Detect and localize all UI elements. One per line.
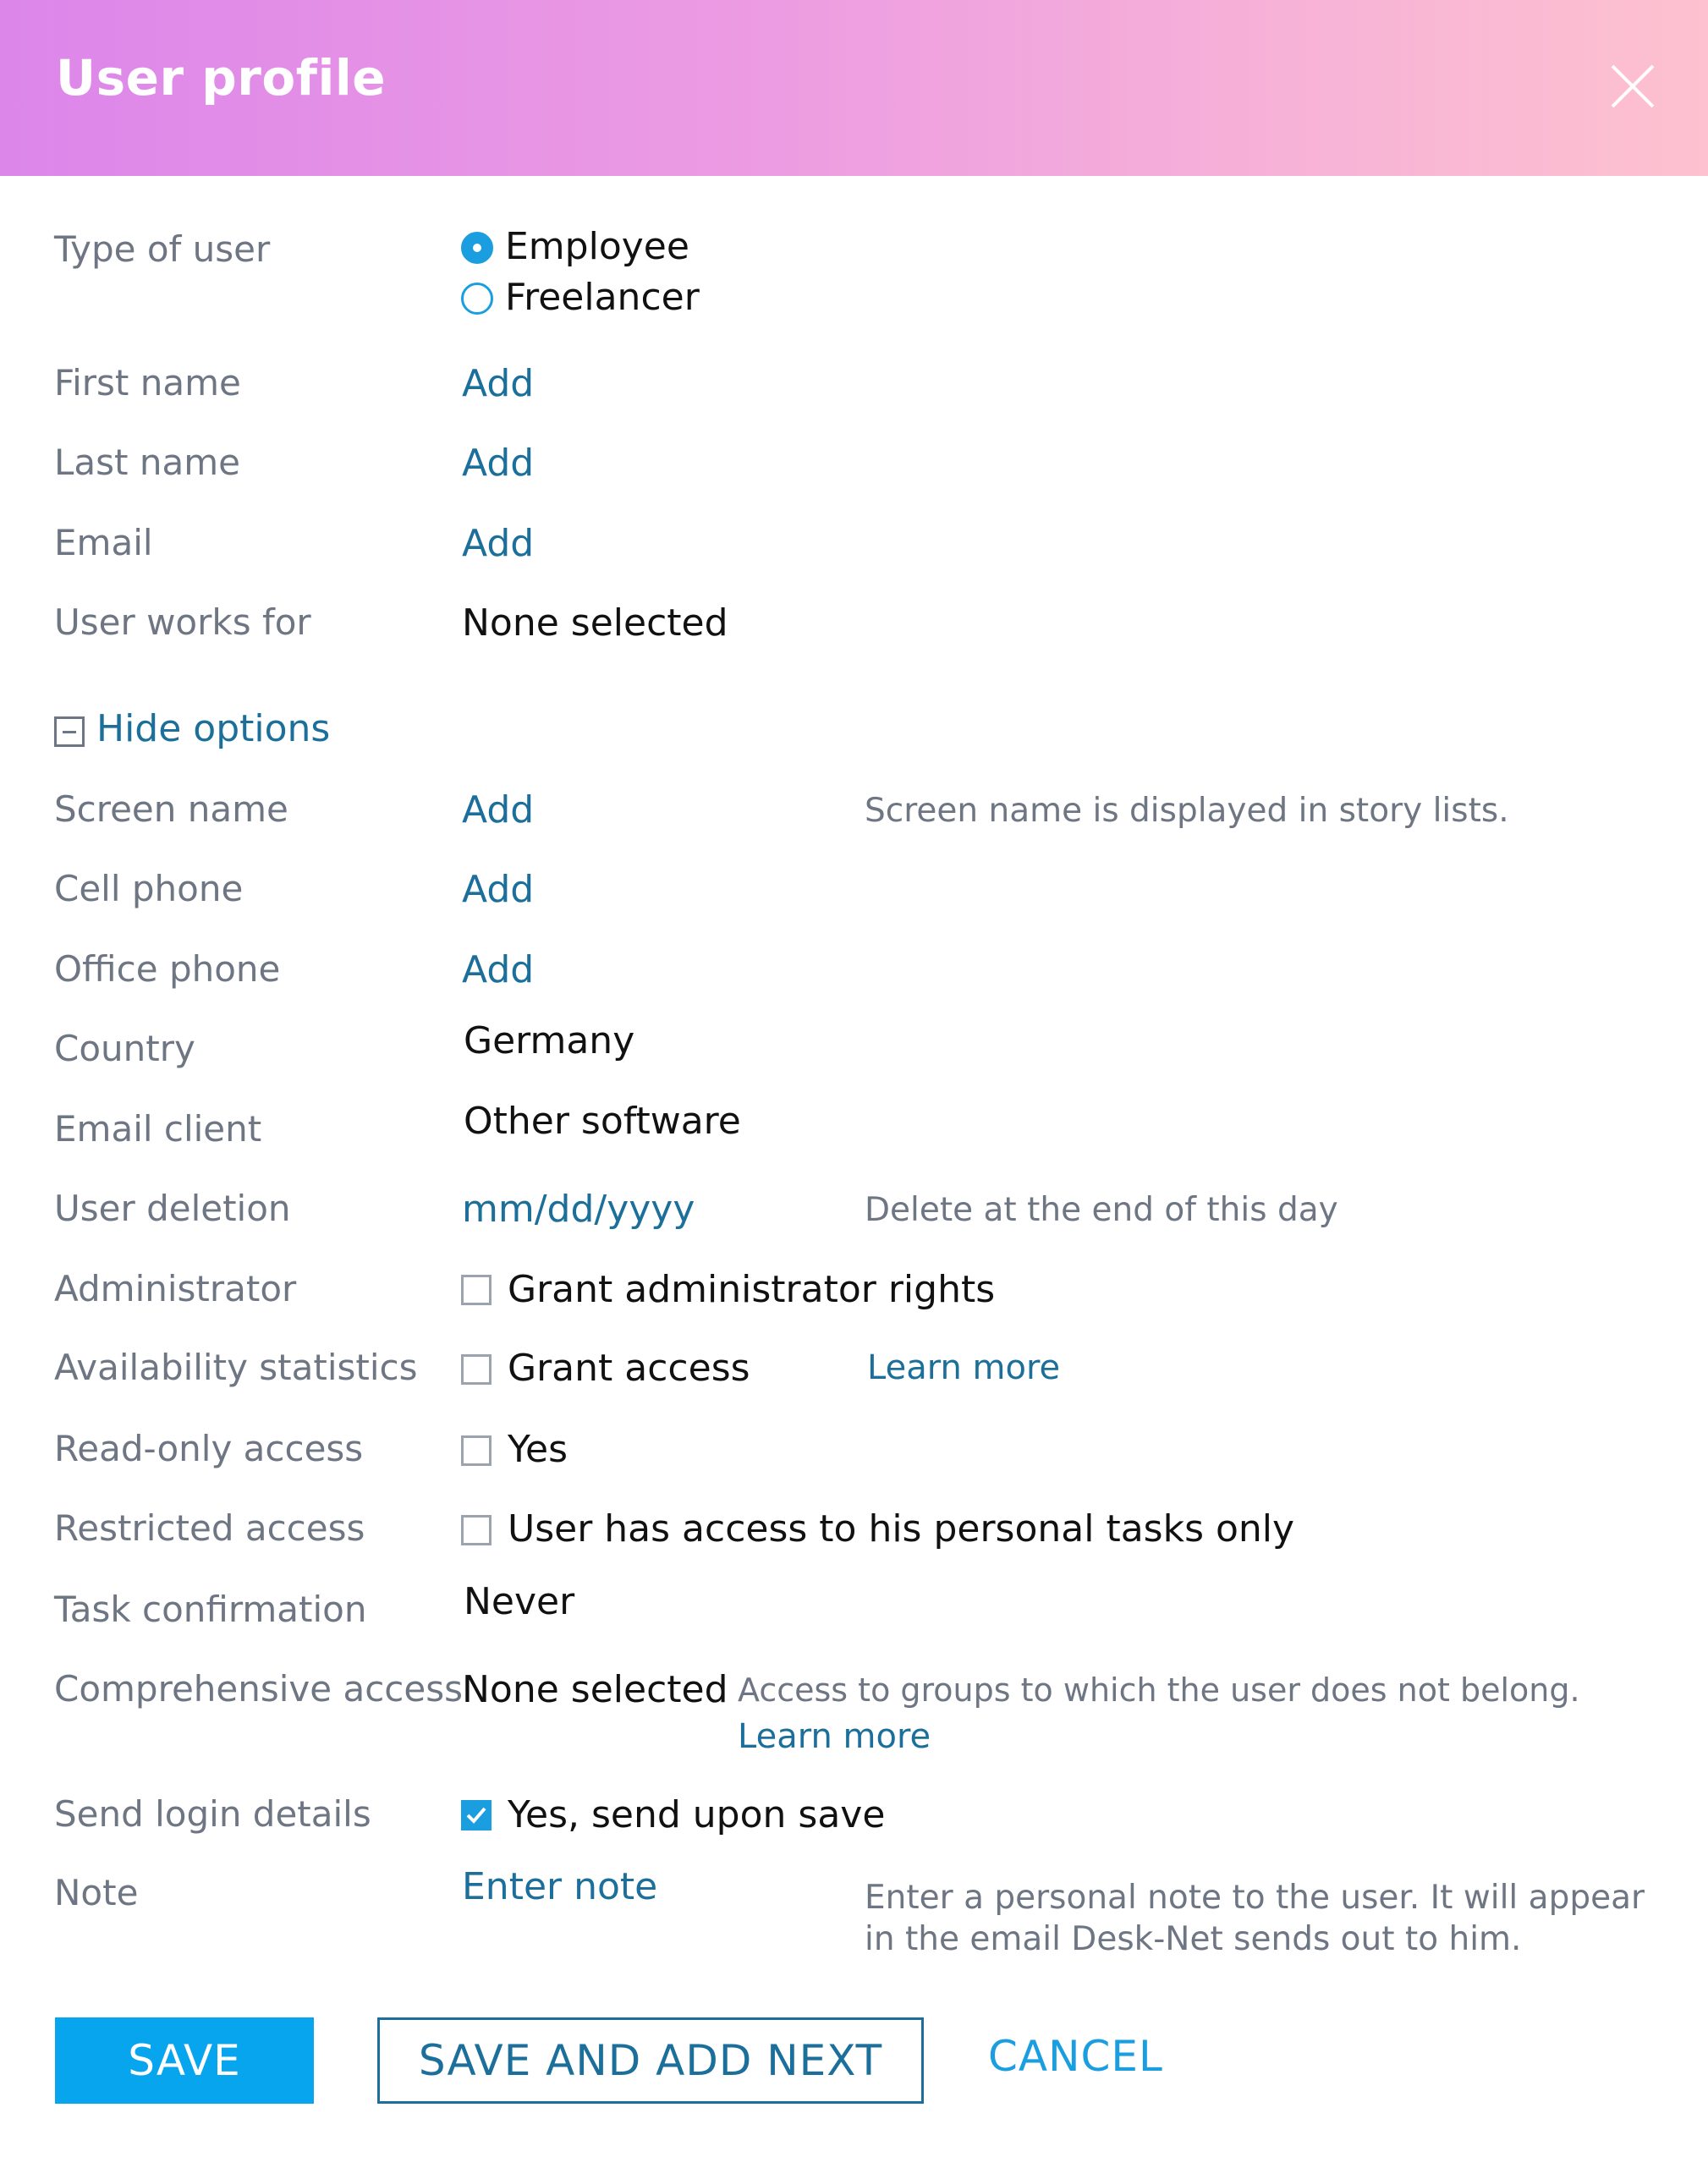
availability-statistics-checkbox-label: Grant access: [508, 1347, 750, 1390]
user-deletion-label: User deletion: [54, 1188, 291, 1229]
task-confirmation-select[interactable]: Never: [464, 1580, 575, 1623]
send-login-details-label: Send login details: [54, 1793, 371, 1835]
checkmark-icon: [464, 1803, 489, 1828]
office-phone-add-link[interactable]: Add: [462, 948, 535, 991]
last-name-add-link[interactable]: Add: [462, 442, 535, 485]
employee-radio-label: Employee: [505, 225, 689, 268]
save-and-add-next-button[interactable]: SAVE AND ADD NEXT: [377, 2017, 924, 2104]
comprehensive-access-hint: Access to groups to which the user does not belong.: [738, 1671, 1580, 1709]
user-deletion-hint: Delete at the end of this day: [865, 1191, 1338, 1229]
note-hint-line1: Enter a personal note to the user. It will appear: [865, 1879, 1645, 1917]
comprehensive-access-select[interactable]: None selected: [462, 1668, 728, 1711]
availability-learn-more-link[interactable]: Learn more: [867, 1348, 1061, 1387]
dialog-title: User profile: [56, 49, 387, 107]
screen-name-hint: Screen name is displayed in story lists.: [865, 792, 1509, 830]
administrator-label: Administrator: [54, 1268, 297, 1309]
restricted-access-checkbox[interactable]: [461, 1515, 492, 1545]
cell-phone-label: Cell phone: [54, 868, 244, 909]
send-login-details-checkbox[interactable]: [461, 1800, 492, 1830]
collapse-icon[interactable]: [54, 716, 85, 747]
availability-statistics-checkbox[interactable]: [461, 1354, 492, 1385]
send-login-details-checkbox-label: Yes, send upon save: [508, 1793, 886, 1836]
email-client-select[interactable]: Other software: [464, 1100, 741, 1143]
first-name-label: First name: [54, 362, 241, 403]
save-button[interactable]: SAVE: [55, 2017, 314, 2104]
note-hint-line2: in the email Desk-Net sends out to him.: [865, 1920, 1522, 1958]
comprehensive-access-label: Comprehensive access: [54, 1668, 463, 1710]
note-input[interactable]: Enter note: [462, 1865, 658, 1908]
email-client-label: Email client: [54, 1108, 262, 1150]
office-phone-label: Office phone: [54, 948, 281, 990]
read-only-access-checkbox[interactable]: [461, 1435, 492, 1466]
comprehensive-learn-more-link[interactable]: Learn more: [738, 1717, 931, 1756]
screen-name-add-link[interactable]: Add: [462, 788, 535, 832]
restricted-access-checkbox-label: User has access to his personal tasks only: [508, 1507, 1295, 1551]
last-name-label: Last name: [54, 442, 240, 483]
hide-options-link[interactable]: Hide options: [96, 707, 331, 750]
email-add-link[interactable]: Add: [462, 522, 535, 565]
type-of-user-label: Type of user: [54, 228, 271, 270]
close-icon: [1607, 61, 1658, 112]
freelancer-radio-label: Freelancer: [505, 276, 700, 319]
user-works-for-select[interactable]: None selected: [462, 601, 728, 645]
dialog-header: [0, 0, 1708, 176]
employee-radio[interactable]: [461, 232, 493, 264]
user-deletion-date-input[interactable]: mm/dd/yyyy: [462, 1188, 695, 1231]
administrator-checkbox-label: Grant administrator rights: [508, 1268, 996, 1311]
cell-phone-add-link[interactable]: Add: [462, 868, 535, 911]
cancel-button[interactable]: CANCEL: [988, 2032, 1163, 2081]
read-only-access-checkbox-label: Yes: [508, 1428, 568, 1471]
close-button[interactable]: [1607, 61, 1658, 112]
email-label: Email: [54, 522, 153, 563]
screen-name-label: Screen name: [54, 788, 288, 830]
note-label: Note: [54, 1872, 139, 1913]
restricted-access-label: Restricted access: [54, 1507, 365, 1549]
administrator-checkbox[interactable]: [461, 1275, 492, 1305]
country-select[interactable]: Germany: [464, 1019, 635, 1062]
freelancer-radio[interactable]: [461, 283, 493, 315]
user-works-for-label: User works for: [54, 601, 311, 643]
read-only-access-label: Read-only access: [54, 1428, 364, 1469]
country-label: Country: [54, 1028, 195, 1069]
availability-statistics-label: Availability statistics: [54, 1347, 418, 1388]
task-confirmation-label: Task confirmation: [54, 1589, 367, 1630]
first-name-add-link[interactable]: Add: [462, 362, 535, 405]
